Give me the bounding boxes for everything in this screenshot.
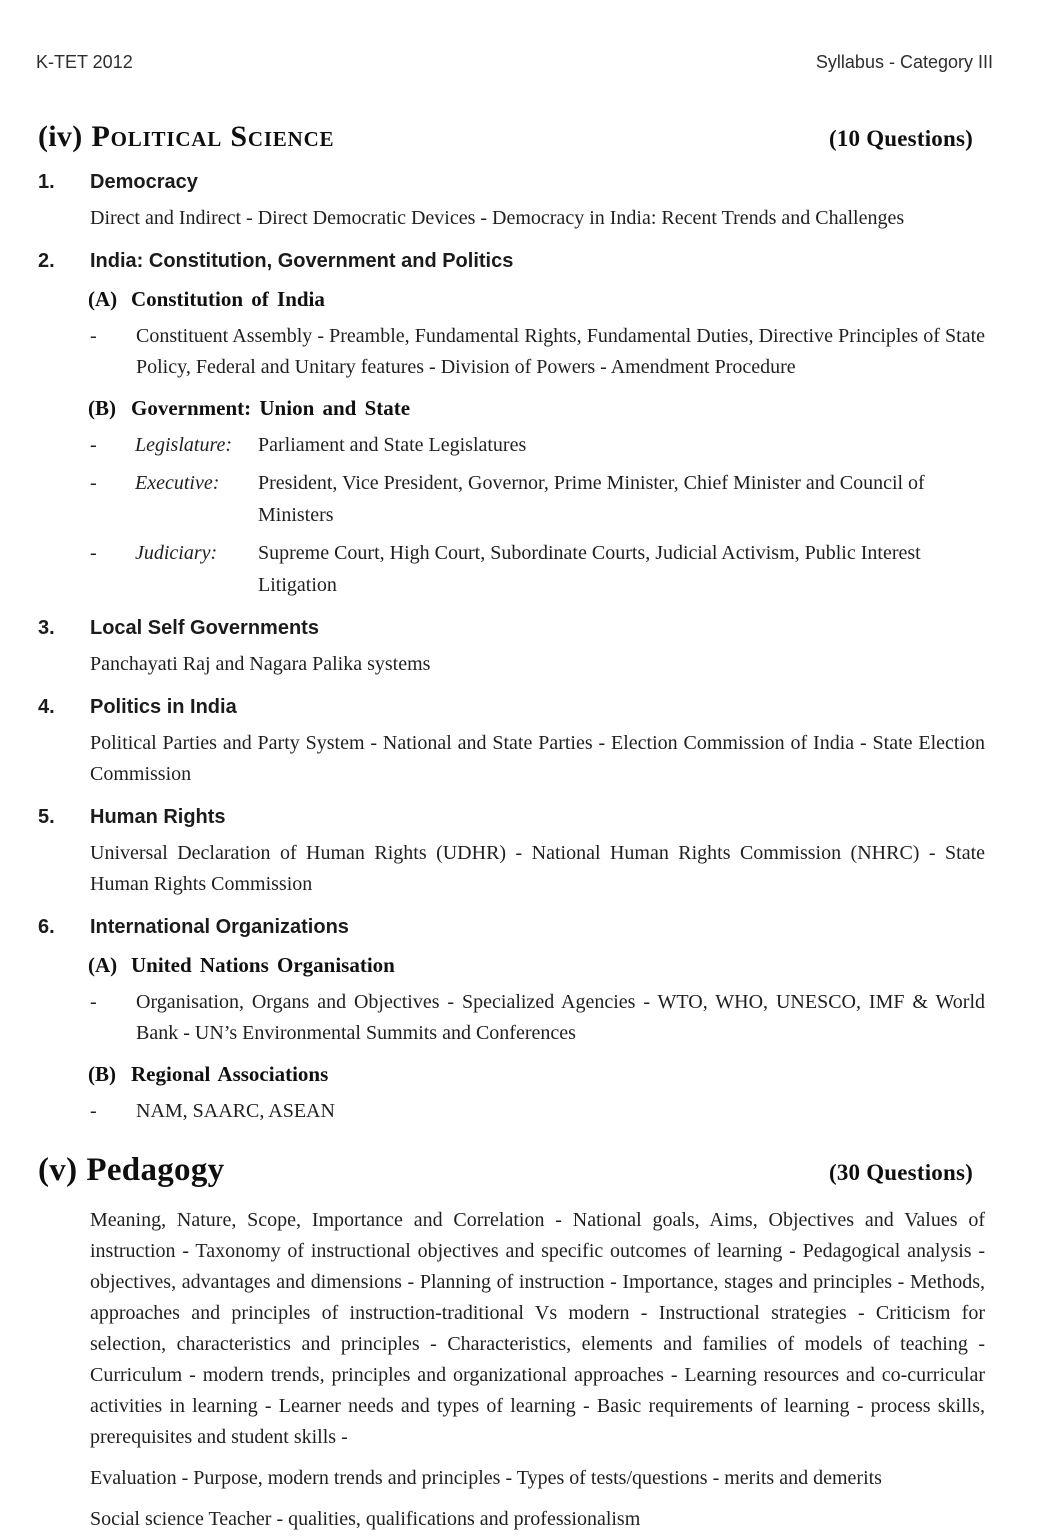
subheading-label: (A) xyxy=(88,287,118,311)
item-number: 1. xyxy=(38,171,55,193)
item-5-body: Universal Declaration of Human Rights (UDHR) - National Human Rights Commission (NHRC) - State Human Rights Commission xyxy=(90,842,985,895)
section-title-pedagogy xyxy=(38,1149,224,1191)
bullet-text: NAM, SAARC, ASEAN xyxy=(136,1100,335,1122)
dash-marker: - xyxy=(90,542,97,564)
term-label: Judiciary: xyxy=(135,542,218,564)
section-prefix: (iv) xyxy=(38,120,83,153)
item-number: 2. xyxy=(38,250,55,272)
doc-section-label: Syllabus - Category III xyxy=(815,52,993,72)
subheading-text: Constitution of India xyxy=(131,287,325,311)
dash-marker: - xyxy=(90,472,97,494)
term-description: Supreme Court, High Court, Subordinate Courts, Judicial Activism, Public Interest Litigation xyxy=(258,542,921,596)
item-2-subheading-b xyxy=(88,394,985,423)
item-heading-label: Democracy xyxy=(90,171,198,193)
item-3-heading xyxy=(38,615,985,641)
item-2a-bullet xyxy=(90,321,985,383)
item-heading-label: International Organizations xyxy=(90,916,349,938)
section-prefix: (v) xyxy=(38,1152,78,1188)
item-3-body: Panchayati Raj and Nagara Palika systems xyxy=(90,653,431,675)
item-6b-bullet xyxy=(90,1096,985,1127)
section-title-text: Political Science xyxy=(91,120,335,153)
question-count-badge: (30 Questions) xyxy=(828,1160,973,1185)
term-label: Legislature: xyxy=(135,434,233,456)
pedagogy-paragraph-3: Social science Teacher - qualities, qualifications and professionalism xyxy=(90,1508,641,1530)
subheading-text: Regional Associations xyxy=(131,1062,329,1086)
question-count-badge: (10 Questions) xyxy=(828,126,973,151)
item-6-heading xyxy=(38,914,985,940)
pedagogy-paragraph-1: Meaning, Nature, Scope, Importance and Correlation - National goals, Aims, Objectives and Values of instruction - Taxonomy of instructional objectives and specific outcomes of learning - Pedagogical analysis - objectives, advantages and dimensions - Planning of instruction - Importance, stages and principles - Methods, approaches and principles of instruction-traditional Vs modern - Instructional strategies - Criticism for selection, characteristics and principles - Characteristics, elements and families of models of teaching - Curriculum - modern trends, principles and organizational approaches - Learning resources and co-curricular activities in learning - Learner needs and types of learning - Basic requirements of learning - process skills, prerequisites and student skills - xyxy=(90,1209,985,1448)
item-number: 4. xyxy=(38,696,55,718)
subheading-label: (A) xyxy=(88,953,118,977)
section-title-political-science xyxy=(38,119,334,155)
item-number: 6. xyxy=(38,916,55,938)
term-description: Parliament and State Legislatures xyxy=(258,434,527,456)
subheading-label: (B) xyxy=(88,1062,116,1086)
dash-marker: - xyxy=(90,1100,97,1122)
term-description: President, Vice President, Governor, Prime Minister, Chief Minister and Council of Ministers xyxy=(258,472,925,526)
item-6a-bullet xyxy=(90,987,985,1049)
political-science-title-row xyxy=(38,119,973,155)
bullet-text: Constituent Assembly - Preamble, Fundamental Rights, Fundamental Duties, Directive Principles of State Policy, Federal and Unitary features - Division of Powers - Amendment Procedure xyxy=(136,325,985,378)
subheading-text: Government: Union and State xyxy=(131,396,411,420)
dash-marker: - xyxy=(90,434,97,456)
pedagogy-paragraph-2: Evaluation - Purpose, modern trends and principles - Types of tests/questions - merits and demerits xyxy=(90,1467,882,1489)
pedagogy-title-row xyxy=(38,1149,973,1191)
term-row-legislature xyxy=(90,429,985,461)
item-1-body: Direct and Indirect - Direct Democratic Devices - Democracy in India: Recent Trends and Challenges xyxy=(90,207,905,229)
item-2-heading xyxy=(38,248,985,274)
term-row-judiciary xyxy=(90,537,985,601)
subheading-text: United Nations Organisation xyxy=(131,953,395,977)
item-5-heading xyxy=(38,804,985,830)
item-6-subheading-b xyxy=(88,1060,985,1089)
item-heading-label: Politics in India xyxy=(90,696,237,718)
item-1-heading xyxy=(38,169,985,195)
item-heading-label: Human Rights xyxy=(90,806,226,828)
item-6-subheading-a xyxy=(88,951,985,980)
item-number: 3. xyxy=(38,617,55,639)
doc-title: K-TET 2012 xyxy=(36,52,133,72)
item-heading-label: India: Constitution, Government and Politics xyxy=(90,250,514,272)
item-4-heading xyxy=(38,694,985,720)
item-heading-label: Local Self Governments xyxy=(90,617,319,639)
item-2-subheading-a xyxy=(88,285,985,314)
subheading-label: (B) xyxy=(88,396,116,420)
dash-marker: - xyxy=(90,325,97,347)
page-running-header xyxy=(0,0,1049,73)
bullet-text: Organisation, Organs and Objectives - Specialized Agencies - WTO, WHO, UNESCO, IMF & World Bank - UN’s Environmental Summits and Conferences xyxy=(136,991,985,1044)
item-number: 5. xyxy=(38,806,55,828)
term-row-executive xyxy=(90,467,985,531)
term-label: Executive: xyxy=(135,472,220,494)
section-title-text: Pedagogy xyxy=(86,1152,225,1188)
dash-marker: - xyxy=(90,991,97,1013)
item-4-body: Political Parties and Party System - National and State Parties - Election Commission of India - State Election Commission xyxy=(90,732,985,785)
